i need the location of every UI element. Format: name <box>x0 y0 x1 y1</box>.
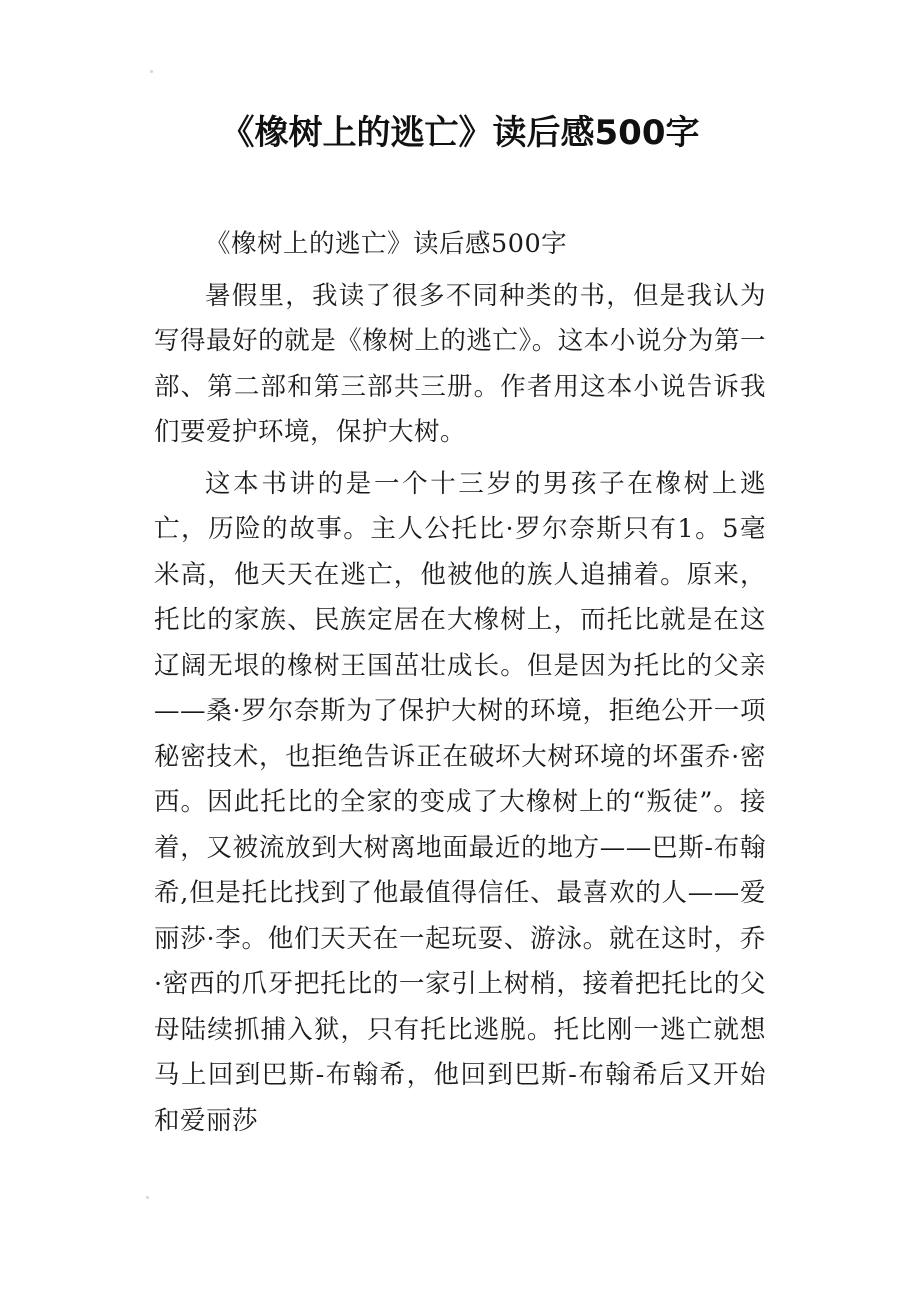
document-title: 《橡树上的逃亡》读后感500字 <box>220 113 700 153</box>
scan-speck <box>146 1196 149 1199</box>
paragraph-subtitle: 《橡树上的逃亡》读后感500字 <box>205 229 568 259</box>
paragraph-intro: 暑假里，我读了很多不同种类的书，但是我认为写得最好的就是《橡树上的逃亡》。这本小说分为第一部、第二部和第三部共三册。作者用这本小说告诉我们要爱护环境，保护大树。 <box>154 280 766 447</box>
document-body <box>154 222 766 1144</box>
scan-speck <box>150 70 153 73</box>
paragraph-story: 这本书讲的是一个十三岁的男孩子在橡树上逃亡，历险的故事。主人公托比·罗尔奈斯只有1。5毫米高，他天天在逃亡，他被他的族人追捕着。原来，托比的家族、民族定居在大橡树上，而托比就是在这辽阔无垠的橡树王国茁壮成长。但是因为托比的父亲——桑·罗尔奈斯为了保护大树的环境，拒绝公开一项秘密技术，也拒绝告诉正在破坏大树环境的坏蛋乔·密西。因此托比的全家的变成了大橡树上的“叛徒”。接着，又被流放到大树离地面最近的地方——巴斯-布翰希,但是托比找到了他最值得信任、最喜欢的人——爱丽莎·李。他们天天在一起玩耍、游泳。就在这时，乔·密西的爪牙把托比的一家引上树梢，接着把托比的父母陆续抓捕入狱，只有托比逃脱。托比刚一逃亡就想马上回到巴斯-布翰希，他回到巴斯-布翰希后又开始和爱丽莎 <box>154 468 766 1136</box>
